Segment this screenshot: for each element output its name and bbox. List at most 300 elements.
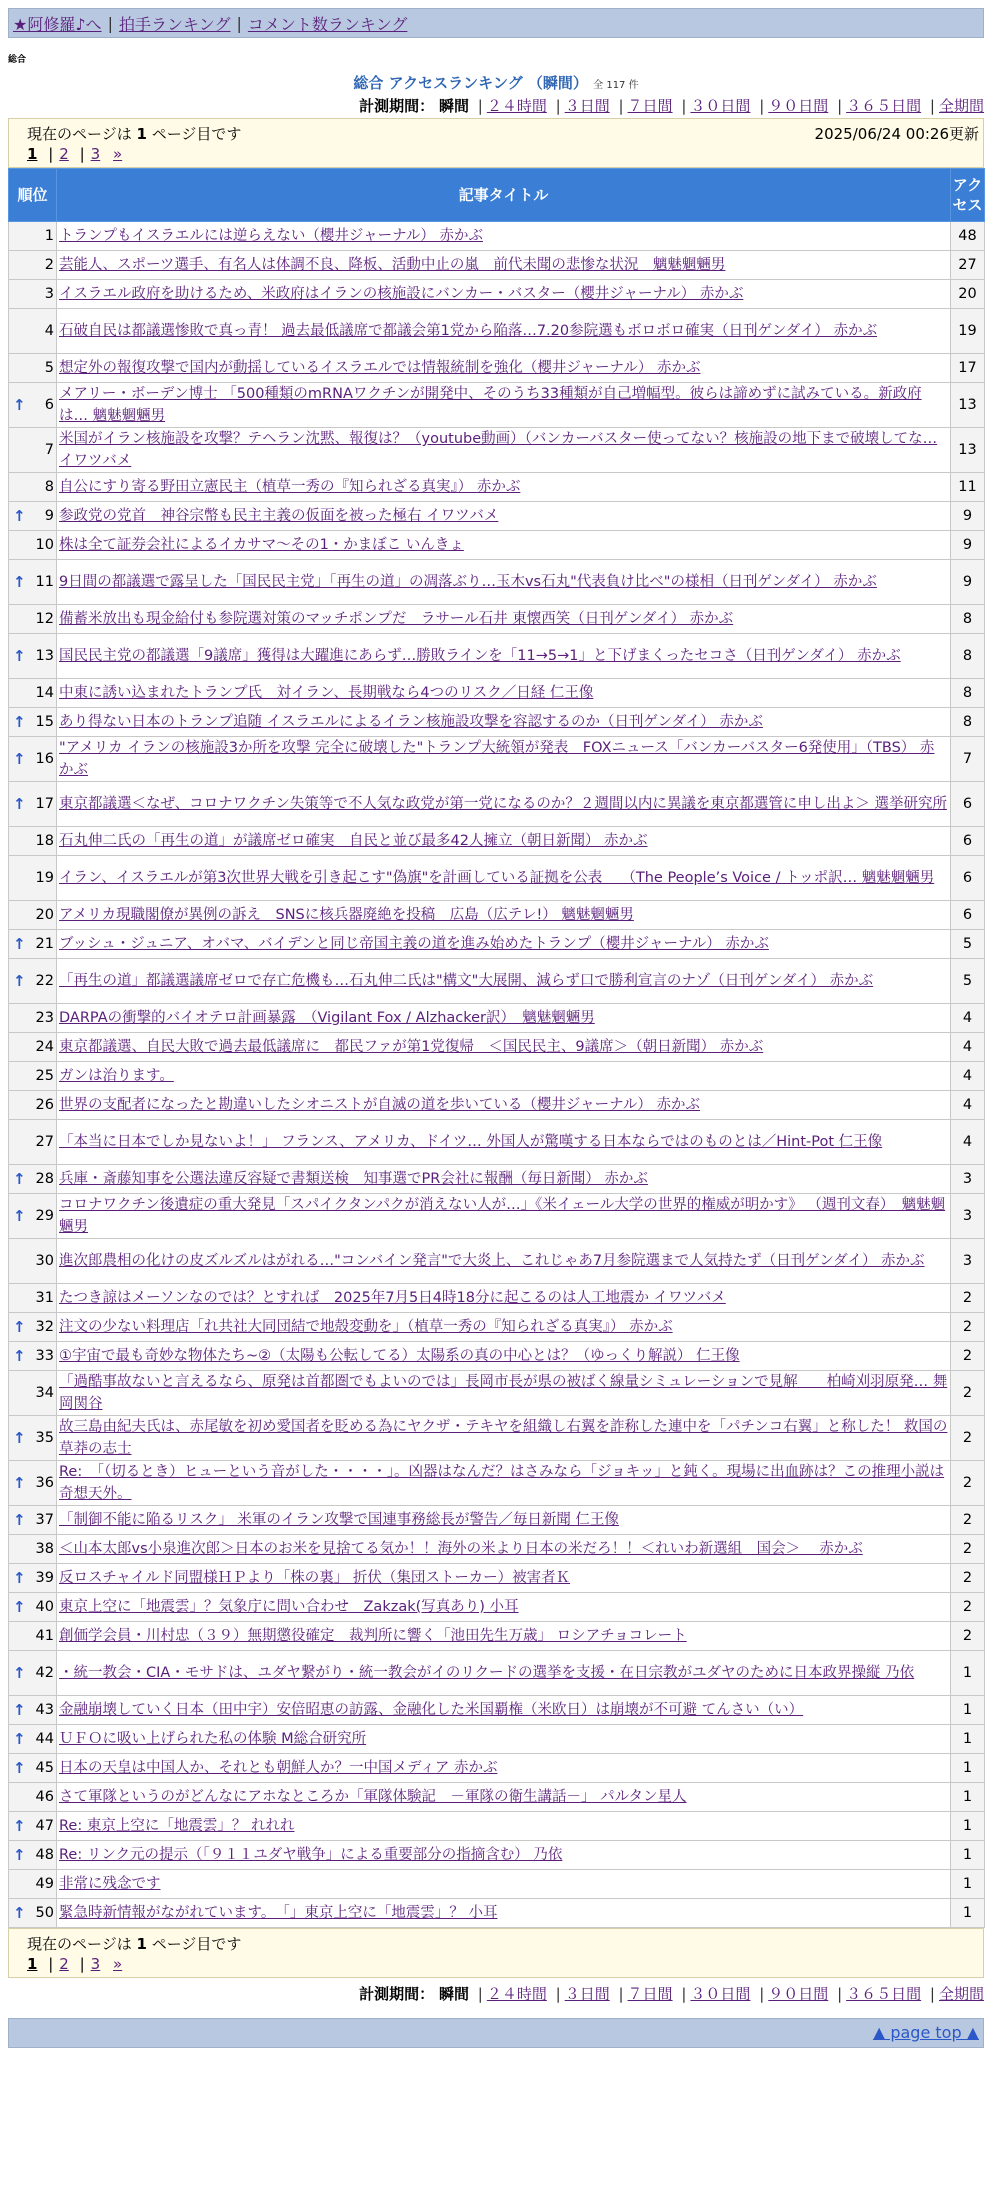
title-cell [57,959,951,1004]
rank-up-arrow-icon: ↑ [13,647,26,665]
title-cell [57,1371,951,1416]
rank-number: 1 [44,228,54,244]
article-title-link[interactable]: ガンは治ります。 [59,1068,174,1084]
rank-number: 23 [35,1010,54,1026]
table-row [9,1812,985,1841]
period-link-all[interactable]: 全期間 [938,1985,984,2003]
nav-link-applause-ranking[interactable]: 拍手ランキング [118,14,231,34]
table-row [9,502,985,531]
rank-number: 13 [35,648,54,664]
title-cell [57,901,951,930]
rank-cell [9,1239,57,1284]
page-link-2[interactable]: 2 [59,1955,69,1973]
rank-number: 46 [35,1789,54,1805]
rank-number: 22 [35,973,54,989]
footer-bar [8,2018,984,2048]
table-header-row [9,169,985,222]
access-count: 6 [951,782,985,827]
article-title-link[interactable]: 進次郎農相の化けの皮ズルズルはがれる…"コンバイン発言"で大炎上、これじゃあ7月参院選まで人気持たず（日刊ゲンダイ） 赤かぶ [59,1253,925,1269]
rank-cell [9,1535,57,1564]
title-cell [57,1284,951,1313]
rank-cell [9,901,57,930]
rank-up-arrow-icon: ↑ [13,573,26,591]
article-title-link[interactable]: あり得ない日本のトランプ追随 イスラエルによるイラン核施設攻撃を容認するのか（日刊ゲンダイ） 赤かぶ [59,714,763,730]
article-title-link[interactable]: たつき諒はメーソンなのでは？とすれば 2025年7月5日4時18分に起こるのは人工地震か イワツバメ [59,1290,726,1306]
rank-number: 2 [44,257,54,273]
title-cell [57,1564,951,1593]
title-cell [57,1870,951,1899]
rank-cell [9,1416,57,1461]
rank-number: 21 [35,936,54,952]
rank-number: 38 [35,1541,54,1557]
table-row [9,1564,985,1593]
rank-up-arrow-icon: ↑ [13,1904,26,1922]
table-row [9,1416,985,1461]
article-title-link[interactable]: 創価学会員・川村忠（３９）無期懲役確定 裁判所に響く「池田先生万歳」 ロシアチョコレート [59,1628,687,1644]
page-next-link[interactable]: » [113,145,123,163]
period-label: 計測期間： [359,1985,435,2003]
rank-number: 14 [35,685,54,701]
rank-cell [9,1841,57,1870]
article-title-link[interactable]: 「制御不能に陥るリスク」 米軍のイラン攻撃で国連事務総長が警告／毎日新聞 仁王像 [59,1512,619,1528]
article-title-link[interactable]: 兵庫・斎藤知事を公選法違反容疑で書類送検 知事選でPR会社に報酬（毎日新聞） 赤かぶ [59,1171,648,1187]
title-cell [57,1535,951,1564]
access-count: 2 [951,1416,985,1461]
article-title-link[interactable]: "アメリカ イランの核施設3か所を攻撃 完全に破壊した"トランプ大統領が発表 FOXニュース「バンカーバスター6発使用」（TBS） 赤かぶ [59,740,935,778]
table-row [9,354,985,383]
rank-cell [9,560,57,605]
title-cell [57,1033,951,1062]
article-title-link[interactable]: 中東に誘い込まれたトランプ氏 対イラン、長期戦なら4つのリスク／日経 仁王像 [59,685,594,701]
period-current: 瞬間 [438,1985,469,2003]
title-cell [57,1416,951,1461]
ranking-title: 総合 アクセスランキング （瞬間） [353,74,588,92]
article-title-link[interactable]: 株は全て証券会社によるイカサマ〜その1・かまぼこ いんきょ [59,537,464,553]
table-row [9,1004,985,1033]
rank-number: 15 [35,714,54,730]
rank-up-arrow-icon: ↑ [13,1598,26,1616]
rank-cell [9,1593,57,1622]
table-row [9,473,985,502]
access-count: 6 [951,827,985,856]
rank-cell [9,930,57,959]
title-cell [57,1313,951,1342]
period-link-3d[interactable]: ３日間 [564,97,610,115]
title-cell [57,1239,951,1284]
table-row [9,1284,985,1313]
table-row [9,1783,985,1812]
article-title-link[interactable]: DARPAの衝撃的バイオテロ計画暴露 （Vigilant Fox / Alzhacker訳） 魑魅魍魎男 [59,1010,595,1026]
rank-number: 27 [35,1134,54,1150]
rank-up-arrow-icon: ↑ [13,713,26,731]
period-selector-top: 計測期間： 瞬間 | ２４時間 | ３日間 | ７日間 | ３０日間 | ９０日間 | ３６５日間 | 全期間 [359,97,984,115]
nav-separator: | [107,13,113,33]
rank-number: 50 [35,1905,54,1921]
period-link-30d[interactable]: ３０日間 [690,1985,751,2003]
article-title-link[interactable]: 「本当に日本でしか見ないよ！」 フランス、アメリカ、ドイツ… 外国人が驚嘆する日本ならではのものとは／Hint-Pot 仁王像 [59,1134,883,1150]
article-title-link[interactable]: さて軍隊というのがどんなにアホなところか「軍隊体験記 －軍隊の衛生講話－」 パルタン星人 [59,1789,687,1805]
title-cell [57,1342,951,1371]
access-count: 8 [951,605,985,634]
table-row [9,1651,985,1696]
rank-up-arrow-icon: ↑ [13,795,26,813]
article-title-link[interactable]: ①宇宙で最も奇妙な物体たち~②（太陽も公転してる）太陽系の真の中心とは？（ゆっくり解説） 仁王像 [59,1348,740,1364]
top-nav [8,8,984,38]
title-cell [57,280,951,309]
title-cell [57,1461,951,1506]
table-row [9,309,985,354]
table-row [9,1091,985,1120]
period-link-90d[interactable]: ９０日間 [768,1985,829,2003]
period-link-90d[interactable]: ９０日間 [768,97,829,115]
rank-cell [9,1461,57,1506]
period-label: 計測期間： [359,97,435,115]
page-link-3[interactable]: 3 [90,1955,101,1973]
title-cell [57,473,951,502]
page-link-2[interactable]: 2 [59,145,69,163]
article-title-link[interactable]: Re: 東京上空に「地震雲」？ れれれ [59,1818,295,1834]
article-title-link[interactable]: 東京都議選＜なぜ、コロナワクチン失策等で不人気な政党が第一党になるのか？２週間以内に異議を東京都選管に申し出よ＞ 選挙研究所 [59,796,947,812]
article-title-link[interactable]: 東京上空に「地震雲」？気象庁に問い合わせ Zakzak(写真あり) 小耳 [59,1599,519,1615]
rank-up-arrow-icon: ↑ [13,1817,26,1835]
access-count: 1 [951,1899,985,1928]
rank-number: 29 [35,1208,54,1224]
rank-number: 17 [35,796,54,812]
article-title-link[interactable]: 「再生の道」都議選議席ゼロで存亡危機も…石丸伸二氏は"構文"大展開、減らず口で勝利宣言のナゾ（日刊ゲンダイ） 赤かぶ [59,973,874,989]
page-link-3[interactable]: 3 [90,145,101,163]
title-cell [57,1812,951,1841]
table-row [9,1725,985,1754]
rank-up-arrow-icon: ↑ [13,1207,26,1225]
rank-cell [9,959,57,1004]
rank-cell [9,473,57,502]
rank-number: 36 [35,1475,54,1491]
table-row [9,222,985,251]
pager-bottom [8,1928,984,1978]
title-cell [57,1091,951,1120]
article-title-link[interactable]: 非常に残念です [59,1876,161,1892]
pagination: 1 | 2 | 3 » [27,145,123,163]
article-title-link[interactable]: コロナワクチン後遺症の重大発見「スパイクタンパクが消えない人が…」《米イェール大学の世界的権威が明かす》 （週刊文春） 魑魅魍魎男 [59,1197,946,1235]
rank-number: 48 [35,1847,54,1863]
article-title-link[interactable]: 世界の支配者になったと勘違いしたシオニストが自滅の道を歩いている（櫻井ジャーナル） 赤かぶ [59,1097,701,1113]
article-title-link[interactable]: Re: リンク元の提示（「９１１ユダヤ戦争」による重要部分の指摘含む） 乃依 [59,1847,563,1863]
rank-number: 43 [35,1702,54,1718]
rank-cell [9,634,57,679]
access-count: 3 [951,1239,985,1284]
table-row [9,1313,985,1342]
access-count: 2 [951,1506,985,1535]
article-title-link[interactable]: 注文の少ない料理店「れ共社大同団結で地殻変動を」（植草一秀の『知られざる真実』） 赤かぶ [59,1319,673,1335]
rank-cell [9,1371,57,1416]
table-row [9,1371,985,1416]
article-title-link[interactable]: ・統一教会・CIA・モサドは、ユダヤ繋がり・統一教会がイのリクードの選挙を支援・在日宗教がユダヤのために日本政界操縦 乃依 [59,1665,915,1681]
table-row [9,1194,985,1239]
access-count: 1 [951,1696,985,1725]
access-count: 4 [951,1033,985,1062]
table-row [9,1342,985,1371]
period-link-7d[interactable]: ７日間 [627,97,673,115]
access-count: 2 [951,1564,985,1593]
rank-number: 7 [44,442,54,458]
article-title-link[interactable]: 国民民主党の都議選「9議席」獲得は大躍進にあらず…勝敗ラインを「11→5→1」と下げまくったセコさ（日刊ゲンダイ） 赤かぶ [59,648,901,664]
title-cell [57,383,951,428]
rank-cell [9,383,57,428]
rank-cell [9,708,57,737]
rank-number: 44 [35,1731,54,1747]
title-cell [57,222,951,251]
access-count: 27 [951,251,985,280]
article-title-link[interactable]: 反ロスチャイルド同盟様ＨＰより「株の裏」 折伏（集団ストーカー）被害者Ｋ [59,1570,571,1586]
article-title-link[interactable]: 東京都議選、自民大敗で過去最低議席に 都民ファが第1党復帰 ＜国民民主、9議席＞（朝日新聞） 赤かぶ [59,1039,764,1055]
nav-link-asyura[interactable]: ★阿修羅♪へ [13,14,102,34]
rank-cell [9,531,57,560]
rank-cell [9,1812,57,1841]
table-row [9,679,985,708]
rank-cell [9,251,57,280]
article-title-link[interactable]: 芸能人、スポーツ選手、有名人は体調不良、降板、活動中止の嵐 前代未聞の悲惨な状況 魑魅魍魎男 [59,257,726,273]
rank-cell [9,856,57,901]
rank-number: 9 [44,508,54,524]
rank-cell [9,1506,57,1535]
article-title-link[interactable]: 米国がイラン核施設を攻撃？テヘラン沈黙、報復は？（youtube動画）（バンカーバスター使ってない？核施設の地下まで破壊してな… イワツバメ [59,431,938,469]
rank-cell [9,309,57,354]
access-count: 11 [951,473,985,502]
access-count: 2 [951,1284,985,1313]
table-row [9,428,985,473]
title-cell [57,502,951,531]
rank-number: 8 [44,479,54,495]
title-cell [57,1062,951,1091]
article-title-link[interactable]: イスラエル政府を助けるため、米政府はイランの核施設にバンカー・バスター（櫻井ジャーナル） 赤かぶ [59,286,744,302]
rank-cell [9,1165,57,1194]
rank-number: 25 [35,1068,54,1084]
rank-up-arrow-icon: ↑ [13,507,26,525]
rank-cell [9,354,57,383]
article-title-link[interactable]: ブッシュ・ジュニア、オバマ、バイデンと同じ帝国主義の道を進み始めたトランプ（櫻井ジャーナル） 赤かぶ [59,936,769,952]
title-cell [57,1651,951,1696]
table-row [9,280,985,309]
article-title-link[interactable]: 備蓄米放出も現金給付も参院選対策のマッチポンプだ ラサール石井 東懐西笑（日刊ゲンダイ） 赤かぶ [59,611,734,627]
access-count: 5 [951,959,985,1004]
title-cell [57,1841,951,1870]
rank-cell [9,1342,57,1371]
title-cell [57,856,951,901]
title-cell [57,251,951,280]
article-title-link[interactable]: アメリカ現職閣僚が異例の訴え SNSに核兵器廃絶を投稿 広島（広テレ!） 魑魅魍魎男 [59,907,634,923]
rank-number: 20 [35,907,54,923]
rank-up-arrow-icon: ↑ [13,1170,26,1188]
title-cell [57,679,951,708]
table-row [9,1899,985,1928]
title-cell [57,1004,951,1033]
access-count: 6 [951,901,985,930]
page-title [8,72,984,92]
table-row [9,1165,985,1194]
article-title-link[interactable]: ＵＦＯに吸い上げられた私の体験 M総合研究所 [59,1731,367,1747]
article-title-link[interactable]: トランプもイスラエルには逆らえない（櫻井ジャーナル） 赤かぶ [59,228,483,244]
article-title-link[interactable]: 緊急時新情報がながれています。 「」東京上空に「地震雲」？ 小耳 [59,1905,498,1921]
article-title-link[interactable]: ＜山本太郎vs小泉進次郎＞日本のお米を見捨てる気か！！海外の米より日本の米だろ！！＜れいわ新選組 国会＞ 赤かぶ [59,1541,863,1557]
access-count: 7 [951,737,985,782]
title-cell [57,1899,951,1928]
table-row [9,1593,985,1622]
rank-number: 19 [35,870,54,886]
rank-number: 31 [35,1290,54,1306]
period-current: 瞬間 [438,97,469,115]
title-cell [57,309,951,354]
title-cell [57,1120,951,1165]
table-row [9,531,985,560]
rank-cell [9,1783,57,1812]
rank-cell [9,1120,57,1165]
rank-up-arrow-icon: ↑ [13,1701,26,1719]
period-link-24h[interactable]: ２４時間 [486,1985,547,2003]
ranking-table [8,168,985,1928]
table-row [9,1870,985,1899]
rank-number: 3 [44,286,54,302]
access-count: 1 [951,1783,985,1812]
access-count: 4 [951,1091,985,1120]
title-cell [57,1622,951,1651]
article-title-link[interactable]: 故三島由紀夫氏は、赤尾敏を初め愛国者を貶める為にヤクザ・テキヤを組織し右翼を詐称した連中を「パチンコ右翼」と称した！ 救国の草莽の志士 [59,1419,948,1457]
rank-up-arrow-icon: ↑ [13,972,26,990]
table-row [9,1506,985,1535]
table-row [9,1754,985,1783]
title-cell [57,560,951,605]
period-link-all[interactable]: 全期間 [938,97,984,115]
table-row [9,1062,985,1091]
table-row [9,959,985,1004]
article-title-link[interactable]: Re: 「（切るとき）ヒューという音がした・・・・」。凶器はなんだ？はさみなら「ジョキッ」と鈍く。現場に出血跡は？この推理小説は奇想天外。 [59,1464,945,1502]
table-row [9,560,985,605]
rank-cell [9,1651,57,1696]
table-row [9,930,985,959]
article-title-link[interactable]: 参政党の党首 神谷宗幣も民主主義の仮面を被った極右 イワツバメ [59,508,499,524]
article-title-link[interactable]: 9日間の都議選で露呈した「国民民主党」「再生の道」の凋落ぶり…玉木vs石丸"代表負け比べ"の様相（日刊ゲンダイ） 赤かぶ [59,574,877,590]
access-count: 5 [951,930,985,959]
title-cell [57,1506,951,1535]
page-current: 1 [27,1955,38,1973]
title-cell [57,1165,951,1194]
access-count: 4 [951,1062,985,1091]
table-row [9,737,985,782]
period-link-3d[interactable]: ３日間 [564,1985,610,2003]
rank-cell [9,1194,57,1239]
access-count: 2 [951,1313,985,1342]
rank-cell [9,280,57,309]
table-row [9,1535,985,1564]
rank-cell [9,1062,57,1091]
page-next-link[interactable]: » [113,1955,123,1973]
access-count: 2 [951,1593,985,1622]
access-count: 1 [951,1725,985,1754]
access-count: 1 [951,1841,985,1870]
period-link-365d[interactable]: ３６５日間 [846,1985,922,2003]
rank-number: 40 [35,1599,54,1615]
rank-up-arrow-icon: ↑ [13,396,26,414]
title-cell [57,737,951,782]
access-count: 9 [951,560,985,605]
title-cell [57,428,951,473]
rank-cell [9,502,57,531]
rank-up-arrow-icon: ↑ [13,1730,26,1748]
period-link-365d[interactable]: ３６５日間 [846,97,922,115]
access-count: 9 [951,502,985,531]
access-count: 9 [951,531,985,560]
rank-up-arrow-icon: ↑ [13,1759,26,1777]
table-row [9,856,985,901]
period-link-24h[interactable]: ２４時間 [486,97,547,115]
table-row [9,901,985,930]
article-title-link[interactable]: 想定外の報復攻撃で国内が動揺しているイスラエルでは情報統制を強化（櫻井ジャーナル） 赤かぶ [59,360,701,376]
access-count: 8 [951,634,985,679]
table-row [9,1239,985,1284]
article-title-link[interactable]: 日本の天皇は中国人か、それとも朝鮮人か？一中国メディア 赤かぶ [59,1760,498,1776]
rank-up-arrow-icon: ↑ [13,1318,26,1336]
article-title-link[interactable]: 「過酷事故ないと言えるなら、原発は首都圏でもよいのでは」長岡市長が県の被ばく線量シミュレーションで見解 柏崎刈羽原発… 舞岡関谷 [59,1374,948,1412]
nav-link-comment-ranking[interactable]: コメント数ランキング [247,14,408,34]
period-link-30d[interactable]: ３０日間 [690,97,751,115]
rank-number: 16 [35,751,54,767]
access-count: 1 [951,1870,985,1899]
access-count: 3 [951,1194,985,1239]
title-cell [57,354,951,383]
access-count: 4 [951,1120,985,1165]
title-cell [57,1593,951,1622]
article-title-link[interactable]: 自公にすり寄る野田立憲民主（植草一秀の『知られざる真実』） 赤かぶ [59,479,521,495]
access-count: 1 [951,1812,985,1841]
title-cell [57,1783,951,1812]
article-title-link[interactable]: 石丸伸二氏の「再生の道」が議席ゼロ確実 自民と並び最多42人擁立（朝日新聞） 赤かぶ [59,833,648,849]
rank-up-arrow-icon: ↑ [13,1664,26,1682]
article-title-link[interactable]: イラン、イスラエルが第3次世界大戦を引き起こす"偽旗"を計画している証拠を公表 （The People’s Voice / トッポ訳… 魑魅魍魎男 [59,870,935,886]
title-cell [57,1725,951,1754]
table-row [9,605,985,634]
title-cell [57,1194,951,1239]
rank-cell [9,1033,57,1062]
article-title-link[interactable]: メアリー・ボーデン博士 「500種類のmRNAワクチンが開発中、そのうち33種類が自己増幅型。彼らは諦めずに試みている。新政府は… 魑魅魍魎男 [59,386,922,424]
rank-cell [9,1870,57,1899]
article-title-link[interactable]: 石破自民は都議選惨敗で真っ青！ 過去最低議席で都議会第1党から陥落…7.20参院選もボロボロ確実（日刊ゲンダイ） 赤かぶ [59,323,878,339]
rank-number: 33 [35,1348,54,1364]
header-access: アクセス [951,169,985,222]
pagination: 1 | 2 | 3 » [27,1955,123,1973]
page-top-link[interactable]: ▲ page top ▲ [872,2023,979,2042]
rank-number: 41 [35,1628,54,1644]
title-cell [57,531,951,560]
access-count: 1 [951,1651,985,1696]
rank-cell [9,1725,57,1754]
rank-cell [9,1091,57,1120]
page-current: 1 [27,145,38,163]
rank-number: 4 [44,323,54,339]
access-count: 48 [951,222,985,251]
access-count: 3 [951,1165,985,1194]
title-cell [57,708,951,737]
access-count: 1 [951,1754,985,1783]
rank-cell [9,679,57,708]
rank-number: 42 [35,1665,54,1681]
access-count: 2 [951,1342,985,1371]
article-title-link[interactable]: 金融崩壊していく日本（田中宇）安倍昭恵の訪露、金融化した米国覇権（米欧日）は崩壊が不可避 てんさい（い） [59,1702,804,1718]
rank-cell [9,1313,57,1342]
rank-number: 34 [35,1385,54,1401]
period-link-7d[interactable]: ７日間 [627,1985,673,2003]
rank-cell [9,1564,57,1593]
rank-number: 5 [44,360,54,376]
rank-number: 28 [35,1171,54,1187]
